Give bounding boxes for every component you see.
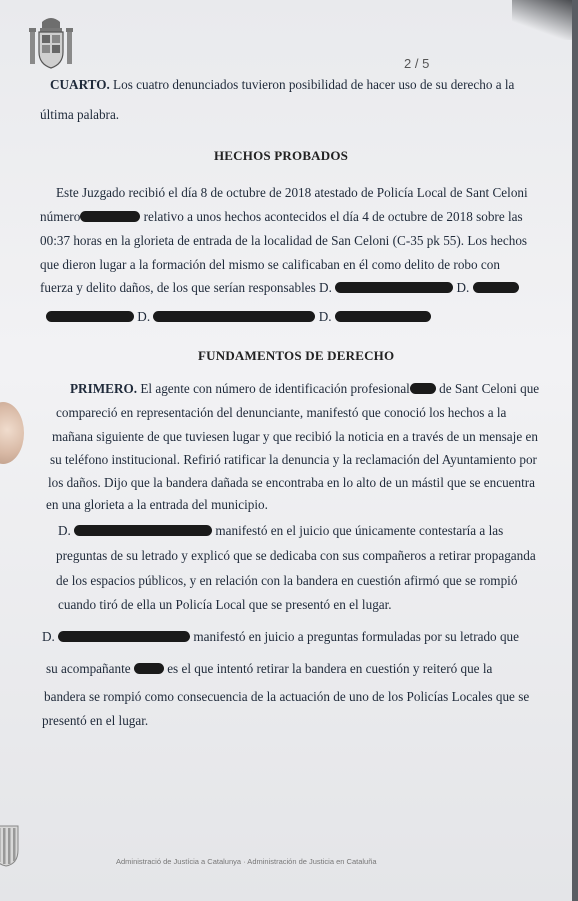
redaction-bar [410, 383, 436, 394]
hechos-line-1: Este Juzgado recibió el día 8 de octubre de 2018 atestado de Policía Local de Sant Celoni [56, 185, 528, 200]
fund-text: de Sant Celoni que [439, 381, 540, 396]
fund-p2-line-4: cuando tiró de ella un Policía Local que se presentó en el lugar. [58, 597, 392, 612]
hechos-line-3: 00:37 horas en la glorieta de entrada de la localidad de San Celoni (C-35 pk 55). Los hechos [40, 233, 528, 248]
fund-text: El agente con número de identificación profesional [140, 381, 410, 396]
cuarto-label: CUARTO. [50, 77, 110, 92]
hechos-text: número [40, 209, 81, 224]
fund-p1-line-4: su teléfono institucional. Refirió ratificar la denuncia y la reclamación del Ayuntamiento por [50, 452, 537, 467]
hechos-text: relativo a unos hechos acontecidos el día 4 de octubre de 2018 sobre las [143, 209, 523, 224]
redaction-bar [153, 311, 315, 322]
hechos-text: D. [137, 309, 151, 324]
fund-text: D. [58, 523, 71, 538]
page-number: 2 / 5 [404, 56, 430, 71]
redaction-bar [473, 282, 519, 293]
fund-p1-line-6: en una glorieta a la entrada del municipio. [46, 497, 268, 512]
cuarto-line-2: última palabra. [40, 107, 120, 122]
fund-p3-line-2 [46, 658, 492, 680]
fund-text: manifestó en juicio a preguntas formuladas por su letrado que [193, 629, 519, 644]
hechos-text: D. [456, 280, 470, 295]
cuarto-text: Los cuatro denunciados tuvieron posibilidad de hacer uso de su derecho a la [113, 77, 515, 92]
redaction-bar [134, 663, 164, 674]
fund-p2-line-2: preguntas de su letrado y explicó que se dedicaba con sus compañeros a retirar propaganda [56, 548, 536, 563]
section-title-fundamentos: FUNDAMENTOS DE DERECHO [198, 348, 395, 363]
fund-text: su acompañante [46, 661, 131, 676]
redaction-bar [58, 631, 190, 642]
footer-text: Administració de Justícia a Catalunya · Administración de Justicia en Cataluña [116, 857, 377, 866]
hechos-text: D. [318, 309, 332, 324]
hechos-line-2 [40, 206, 523, 228]
redaction-bar [335, 282, 453, 293]
spanish-coat-of-arms-icon [28, 14, 74, 72]
fund-p1-line-2: compareció en representación del denunciante, manifestó que conoció los hechos a la [56, 405, 507, 420]
fund-p3-line-4: presentó en el lugar. [42, 713, 149, 728]
fund-p1-line-5: los daños. Dijo que la bandera dañada se encontraba en lo alto de un mástil que se encuentra [48, 475, 536, 490]
fund-p2-line-3: de los espacios públicos, y en relación con la bandera en cuestión afirmó que se rompió [56, 573, 518, 588]
primero-label: PRIMERO. [70, 381, 138, 396]
fund-text: es el que intentó retirar la bandera en cuestión y reiteró que la [167, 661, 493, 676]
hechos-line-4: que dieron lugar a la formación del mismo se calificaban en él como delito de robo con [40, 257, 500, 272]
redaction-bar [80, 211, 140, 222]
page-shadow [512, 0, 572, 40]
catalan-government-logo-icon [0, 824, 20, 868]
cuarto-line-1 [50, 74, 514, 96]
hechos-line-6 [46, 306, 431, 328]
fund-p1-line-3: mañana siguiente de que tuviesen lugar y que recibió la noticia en a través de un mensaje en [52, 429, 538, 444]
fund-p3-line-1 [42, 626, 519, 648]
redaction-bar [74, 525, 212, 536]
hechos-text: fuerza y delito daños, de los que serían responsables D. [40, 280, 332, 295]
fund-text: manifestó en el juicio que únicamente contestaría a las [215, 523, 504, 538]
fund-p1-line-1 [70, 378, 539, 400]
section-title-hechos: HECHOS PROBADOS [214, 148, 349, 163]
redaction-bar [335, 311, 431, 322]
fund-p3-line-3: bandera se rompió como consecuencia de la actuación de uno de los Policías Locales que se [44, 689, 530, 704]
redaction-bar [46, 311, 134, 322]
fund-p2-line-1 [58, 520, 503, 542]
hechos-line-5 [40, 277, 519, 299]
fund-text: D. [42, 629, 55, 644]
